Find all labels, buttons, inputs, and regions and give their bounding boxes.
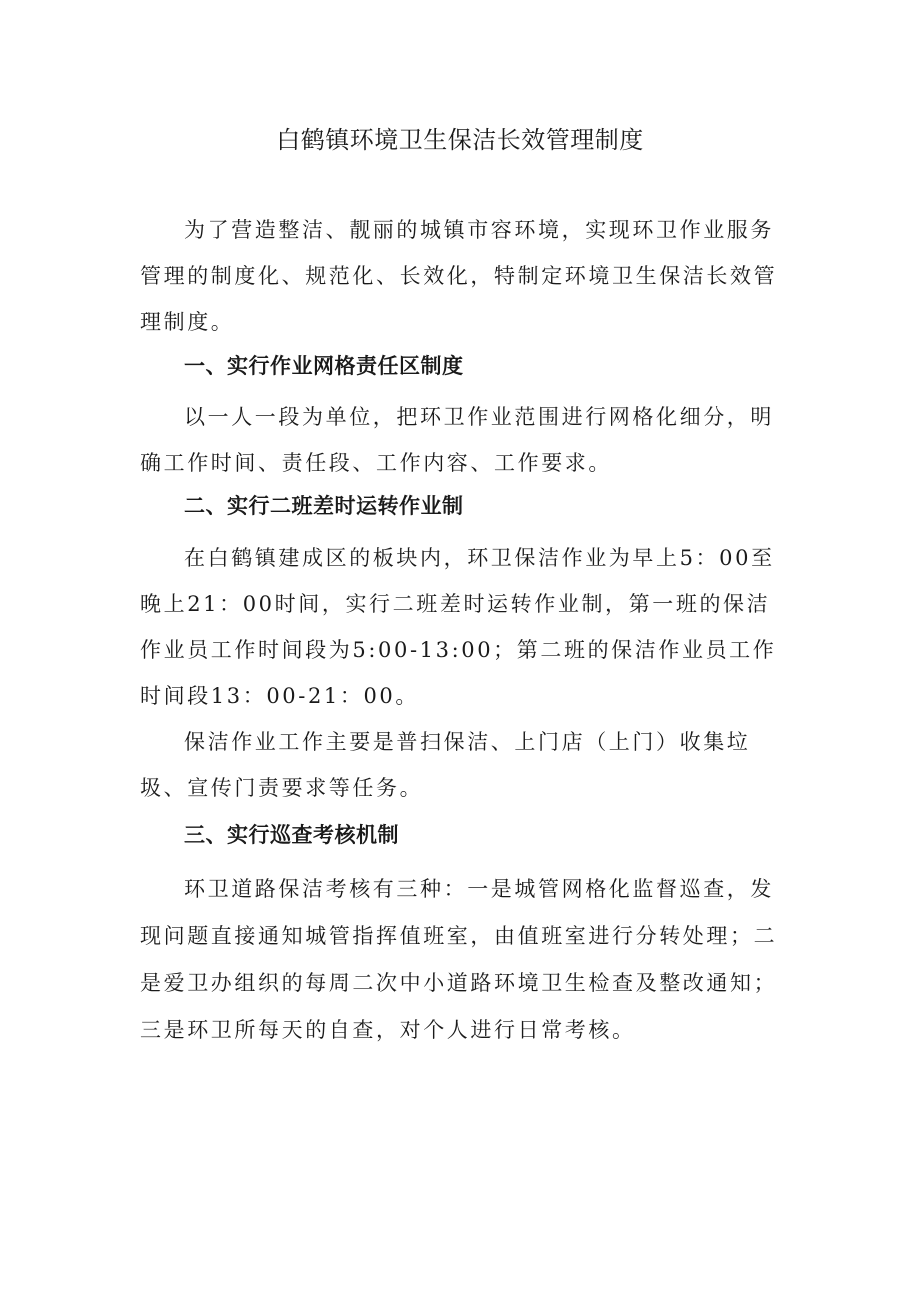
- section-1-paragraph-1: 以一人一段为单位，把环卫作业范围进行网格化细分，明确工作时间、责任段、工作内容、工作要求。: [140, 405, 774, 475]
- section-1-heading: 一、实行作业网格责任区制度: [184, 354, 464, 378]
- document-title: 白鹤镇环境卫生保洁长效管理制度: [276, 126, 644, 154]
- intro-paragraph: 为了营造整洁、靓丽的城镇市容环境，实现环卫作业服务管理的制度化、规范化、长效化，特制定环境卫生保洁长效管理制度。: [140, 218, 778, 334]
- section-3-heading: 三、实行巡查考核机制: [184, 823, 399, 847]
- section-2-heading: 二、实行二班差时运转作业制: [184, 494, 464, 518]
- section-3-paragraph-1: 环卫道路保洁考核有三种：一是城管网格化监督巡查，发现问题直接通知城管指挥值班室，由值班室进行分转处理；二是爱卫办组织的每周二次中小道路环境卫生检查及整改通知；三是环卫所每天的自查，对个人进行日常考核。: [140, 877, 778, 1042]
- section-2-paragraph-2: 保洁作业工作主要是普扫保洁、上门店（上门）收集垃圾、宣传门责要求等任务。: [140, 730, 751, 800]
- section-2-paragraph-1: 在白鹤镇建成区的板块内，环卫保洁作业为早上5：00至晚上21：00时间，实行二班差时运转作业制，第一班的保洁作业员工作时间段为5:00-13:00；第二班的保洁作业员工作时间段13：00-21：00。: [140, 546, 777, 708]
